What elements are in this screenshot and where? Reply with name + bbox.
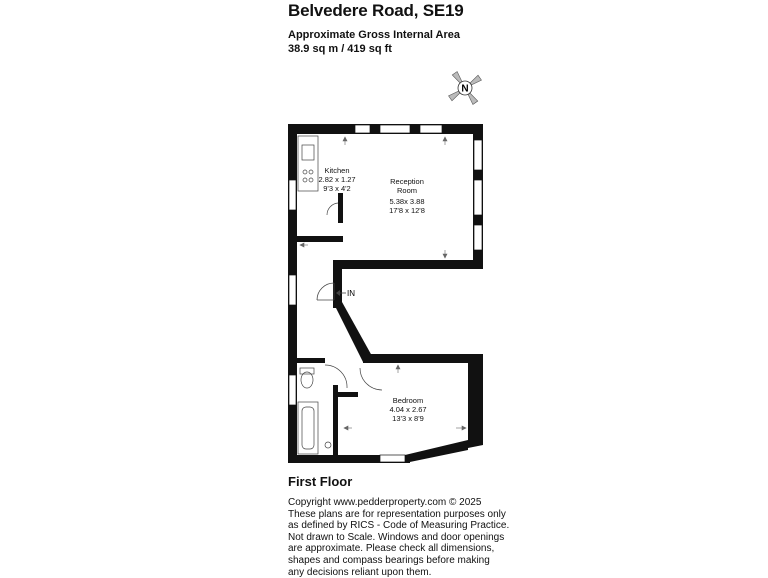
svg-text:2.82 x 1.27: 2.82 x 1.27 bbox=[318, 175, 356, 184]
disclaimer-line: as defined by RICS - Code of Measuring Practice. bbox=[288, 520, 510, 532]
kitchen-label bbox=[318, 166, 355, 193]
svg-text:Room: Room bbox=[396, 186, 418, 195]
svg-text:13'3 x 8'9: 13'3 x 8'9 bbox=[392, 414, 424, 423]
svg-text:17'8 x 12'8: 17'8 x 12'8 bbox=[389, 206, 425, 215]
area-value: 38.9 sq m / 419 sq ft bbox=[288, 43, 392, 55]
area-label: Approximate Gross Internal Area bbox=[288, 29, 460, 41]
disclaimer-line: shapes and compass bearings before making bbox=[288, 554, 490, 566]
walls bbox=[288, 124, 483, 463]
disclaimer bbox=[288, 497, 510, 578]
property-title: Belvedere Road, SE19 bbox=[288, 1, 464, 20]
svg-text:5.38x 3.88: 5.38x 3.88 bbox=[389, 197, 425, 206]
reception-label bbox=[389, 177, 425, 215]
disclaimer-line: These plans are for representation purposes only bbox=[288, 508, 506, 520]
bedroom-label bbox=[389, 396, 426, 423]
disclaimer-line: Not drawn to Scale. Windows and door openings bbox=[288, 531, 505, 543]
svg-text:Reception: Reception bbox=[390, 177, 424, 186]
svg-text:9'3 x 4'2: 9'3 x 4'2 bbox=[323, 184, 351, 193]
disclaimer-line: are approximate. Please check all dimensions, bbox=[288, 543, 495, 555]
floor-label: First Floor bbox=[288, 474, 353, 489]
svg-text:4.04 x 2.67: 4.04 x 2.67 bbox=[389, 405, 427, 414]
bathroom-fixtures bbox=[298, 365, 382, 454]
svg-text:Kitchen: Kitchen bbox=[324, 166, 350, 175]
disclaimer-line: any decisions reliant upon them. bbox=[288, 566, 432, 578]
compass-icon bbox=[449, 72, 482, 105]
svg-text:Bedroom: Bedroom bbox=[392, 396, 424, 405]
entrance-label: IN bbox=[347, 289, 355, 298]
disclaimer-line: Copyright www.pedderproperty.com © 2025 bbox=[288, 497, 482, 508]
compass-north-label: N bbox=[461, 83, 469, 95]
